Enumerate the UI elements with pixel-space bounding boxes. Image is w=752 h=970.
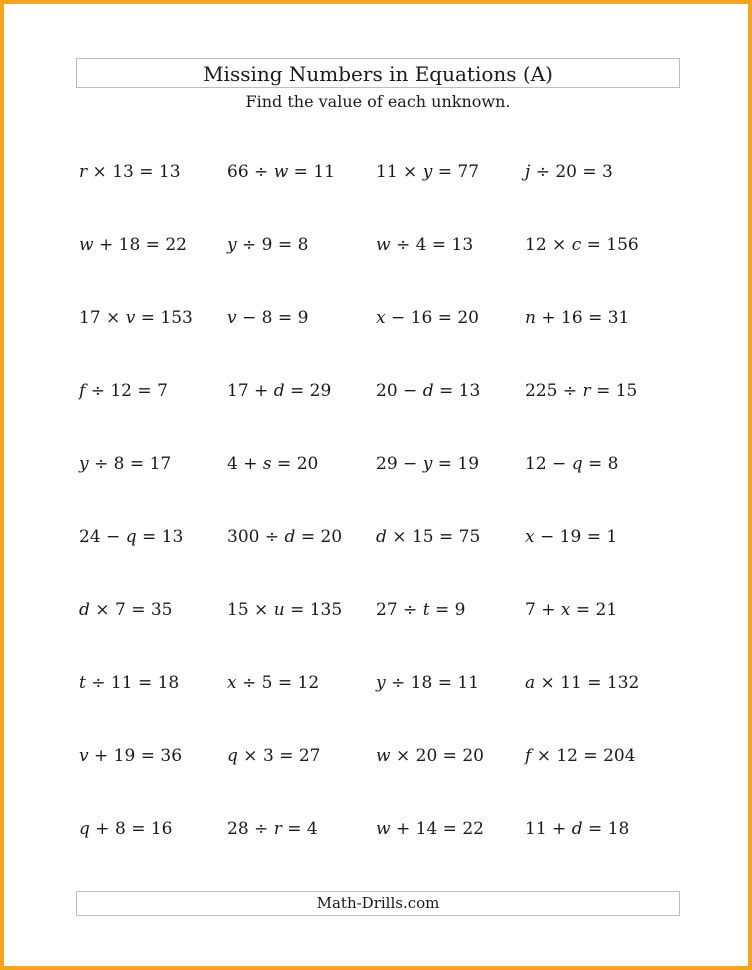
equation-right-operand: 11 bbox=[110, 673, 133, 693]
equation-operator: ÷ bbox=[242, 235, 257, 255]
equals-sign: = bbox=[583, 746, 598, 766]
equation-left-operand: r bbox=[79, 162, 88, 182]
equation-operator: ÷ bbox=[535, 162, 550, 182]
equals-sign: = bbox=[586, 527, 601, 547]
equation bbox=[227, 811, 318, 847]
equals-sign: = bbox=[131, 600, 146, 620]
equals-sign: = bbox=[287, 819, 302, 839]
equation-row bbox=[79, 592, 679, 665]
equation bbox=[79, 665, 179, 701]
equals-sign: = bbox=[139, 162, 154, 182]
equation-result: 9 bbox=[454, 600, 466, 620]
equation-result: 13 bbox=[161, 527, 184, 547]
equation-right-operand: 8 bbox=[113, 454, 125, 474]
equation-left-operand: f bbox=[79, 381, 86, 401]
equation bbox=[79, 373, 168, 409]
equals-sign: = bbox=[277, 454, 292, 474]
equation-left-operand: w bbox=[376, 819, 391, 839]
equation bbox=[79, 154, 181, 190]
equation-left-operand: v bbox=[79, 746, 89, 766]
worksheet-footer: Math-Drills.com bbox=[76, 891, 680, 916]
equation-left-operand: 12 bbox=[525, 454, 547, 474]
equation-left-operand: w bbox=[79, 235, 94, 255]
equation-right-operand: 20 bbox=[555, 162, 577, 182]
equation-operator: + bbox=[98, 235, 114, 255]
equation bbox=[376, 519, 480, 555]
equation-operator: ÷ bbox=[94, 454, 109, 474]
equation bbox=[376, 446, 479, 482]
equals-sign: = bbox=[587, 673, 602, 693]
equation-result: 17 bbox=[149, 454, 172, 474]
equation-operator: + bbox=[395, 819, 411, 839]
equation-result: 11 bbox=[457, 673, 480, 693]
equals-sign: = bbox=[140, 746, 155, 766]
equation-left-operand: f bbox=[525, 746, 532, 766]
equation-right-operand: y bbox=[422, 454, 433, 474]
equation-left-operand: 7 bbox=[525, 600, 536, 620]
equation-result: 31 bbox=[607, 308, 630, 328]
equation-result: 18 bbox=[157, 673, 180, 693]
equation-result: 29 bbox=[309, 381, 332, 401]
equation bbox=[227, 373, 331, 409]
equation-result: 20 bbox=[296, 454, 319, 474]
equation-left-operand: 225 bbox=[525, 381, 558, 401]
equation-row bbox=[79, 519, 679, 592]
equation-result: 22 bbox=[165, 235, 187, 255]
equation-right-operand: 14 bbox=[415, 819, 438, 839]
equation-right-operand: w bbox=[273, 162, 289, 182]
equation bbox=[227, 446, 318, 482]
equation-operator: ÷ bbox=[395, 235, 411, 255]
equation-left-operand: j bbox=[525, 162, 531, 182]
equation-right-operand: 16 bbox=[561, 308, 583, 328]
equation-right-operand: 4 bbox=[415, 235, 427, 255]
equation-right-operand: 12 bbox=[556, 746, 578, 766]
equation-right-operand: 16 bbox=[410, 308, 433, 328]
equals-sign: = bbox=[582, 162, 597, 182]
equation-right-operand: d bbox=[571, 819, 583, 839]
equation-operator: + bbox=[541, 600, 556, 620]
equation-row bbox=[79, 373, 679, 446]
equation bbox=[227, 592, 342, 628]
equation-right-operand: q bbox=[571, 454, 583, 474]
equation-right-operand: q bbox=[125, 527, 137, 547]
equation bbox=[79, 519, 183, 555]
equation-right-operand: t bbox=[422, 600, 430, 620]
equals-sign: = bbox=[277, 235, 293, 255]
equation bbox=[525, 154, 613, 190]
equation-left-operand: 66 bbox=[227, 162, 249, 182]
equation-left-operand: 11 bbox=[376, 162, 398, 182]
equation-result: 7 bbox=[157, 381, 168, 401]
equation-right-operand: 5 bbox=[261, 673, 273, 693]
equation bbox=[227, 300, 308, 336]
equation-right-operand: 19 bbox=[559, 527, 582, 547]
equals-sign: = bbox=[277, 308, 293, 328]
equation-left-operand: 28 bbox=[227, 819, 249, 839]
equation-left-operand: w bbox=[376, 235, 391, 255]
equation-left-operand: y bbox=[79, 454, 89, 474]
equation bbox=[227, 665, 319, 701]
equation-row bbox=[79, 738, 679, 811]
equation-right-operand: v bbox=[125, 308, 136, 328]
equals-sign: = bbox=[300, 527, 316, 547]
equation bbox=[525, 738, 636, 774]
equation-result: 27 bbox=[298, 746, 321, 766]
equals-sign: = bbox=[279, 746, 294, 766]
equation-result: 19 bbox=[457, 454, 480, 474]
equation-result: 11 bbox=[313, 162, 335, 182]
equation-operator: ÷ bbox=[562, 381, 578, 401]
equation-result: 18 bbox=[607, 819, 630, 839]
equation-result: 135 bbox=[309, 600, 343, 620]
equation bbox=[376, 300, 479, 336]
equals-sign: = bbox=[142, 527, 157, 547]
equation-left-operand: y bbox=[376, 673, 386, 693]
equals-sign: = bbox=[442, 746, 457, 766]
equation-right-operand: 18 bbox=[410, 673, 433, 693]
equals-sign: = bbox=[575, 600, 591, 620]
equation-right-operand: 11 bbox=[560, 673, 582, 693]
equation bbox=[525, 300, 629, 336]
equation-result: 13 bbox=[451, 235, 474, 255]
equation-result: 21 bbox=[595, 600, 618, 620]
equation bbox=[79, 227, 187, 263]
equation-operator: + bbox=[254, 381, 269, 401]
equation-result: 156 bbox=[606, 235, 639, 255]
equals-sign: = bbox=[434, 600, 450, 620]
equation-operator: × bbox=[95, 600, 110, 620]
equation-left-operand: 15 bbox=[227, 600, 249, 620]
equation-operator: ÷ bbox=[264, 527, 280, 547]
equation-result: 20 bbox=[320, 527, 343, 547]
equation-operator: + bbox=[552, 819, 567, 839]
worksheet-instructions: Find the value of each unknown. bbox=[245, 92, 511, 111]
equation-left-operand: t bbox=[79, 673, 86, 693]
equation-operator: − bbox=[403, 381, 418, 401]
equation bbox=[376, 738, 484, 774]
equation-result: 77 bbox=[457, 162, 480, 182]
equation-left-operand: q bbox=[227, 746, 238, 766]
equation bbox=[79, 592, 172, 628]
equation-operator: × bbox=[536, 746, 551, 766]
equation-right-operand: u bbox=[273, 600, 285, 620]
equation-operator: ÷ bbox=[391, 673, 406, 693]
equation-result: 153 bbox=[160, 308, 193, 328]
equation-operator: + bbox=[95, 819, 110, 839]
equals-sign: = bbox=[140, 308, 155, 328]
equation-operator: ÷ bbox=[91, 673, 106, 693]
equation-left-operand: 27 bbox=[376, 600, 398, 620]
equation-row bbox=[79, 154, 679, 227]
equation-operator: × bbox=[243, 746, 258, 766]
equation-result: 9 bbox=[297, 308, 309, 328]
equation-left-operand: 17 bbox=[227, 381, 249, 401]
equation-right-operand: d bbox=[422, 381, 434, 401]
equation-right-operand: d bbox=[273, 381, 285, 401]
equation-operator: × bbox=[395, 746, 411, 766]
equals-sign: = bbox=[437, 454, 452, 474]
worksheet-title: Missing Numbers in Equations (A) bbox=[76, 58, 680, 88]
equals-sign: = bbox=[131, 819, 146, 839]
equals-sign: = bbox=[437, 673, 452, 693]
equation-right-operand: 18 bbox=[118, 235, 141, 255]
equation-left-operand: 24 bbox=[79, 527, 101, 547]
equation-operator: + bbox=[94, 746, 109, 766]
equation-grid bbox=[79, 154, 679, 884]
equation-result: 16 bbox=[150, 819, 173, 839]
equation-operator: − bbox=[106, 527, 121, 547]
equation-operator: × bbox=[552, 235, 567, 255]
equals-sign: = bbox=[290, 600, 305, 620]
equation-left-operand: 17 bbox=[79, 308, 101, 328]
equation-left-operand: y bbox=[227, 235, 237, 255]
equals-sign: = bbox=[129, 454, 145, 474]
equation-result: 13 bbox=[458, 381, 481, 401]
equation-left-operand: x bbox=[525, 527, 535, 547]
equation-operator: ÷ bbox=[254, 819, 269, 839]
equation-result: 204 bbox=[603, 746, 636, 766]
equation-right-operand: 15 bbox=[411, 527, 434, 547]
equation-operator: × bbox=[92, 162, 107, 182]
equation-right-operand: 3 bbox=[262, 746, 274, 766]
equation-right-operand: 8 bbox=[261, 308, 273, 328]
equation bbox=[227, 154, 335, 190]
equation bbox=[79, 300, 193, 336]
equation-left-operand: v bbox=[227, 308, 237, 328]
equation bbox=[376, 592, 465, 628]
equation-operator: − bbox=[552, 454, 567, 474]
equals-sign: = bbox=[277, 673, 293, 693]
equation-right-operand: 20 bbox=[415, 746, 438, 766]
equals-sign: = bbox=[586, 235, 601, 255]
equation-result: 13 bbox=[158, 162, 181, 182]
equation-row bbox=[79, 665, 679, 738]
equation bbox=[525, 592, 617, 628]
equation-result: 75 bbox=[458, 527, 481, 547]
equation-result: 4 bbox=[306, 819, 318, 839]
equation-right-operand: 9 bbox=[261, 235, 273, 255]
equation-operator: × bbox=[392, 527, 407, 547]
equation bbox=[376, 811, 484, 847]
equation-row bbox=[79, 811, 679, 884]
equals-sign: = bbox=[437, 162, 452, 182]
equation bbox=[525, 519, 617, 555]
equation-row bbox=[79, 227, 679, 300]
equation-result: 20 bbox=[457, 308, 479, 328]
equation-right-operand: d bbox=[284, 527, 296, 547]
equation bbox=[79, 738, 182, 774]
equation-left-operand: n bbox=[525, 308, 536, 328]
equation-right-operand: 7 bbox=[114, 600, 126, 620]
equation bbox=[525, 665, 639, 701]
equals-sign: = bbox=[588, 819, 603, 839]
equation-right-operand: 8 bbox=[114, 819, 126, 839]
equation-result: 3 bbox=[602, 162, 613, 182]
equation-right-operand: 13 bbox=[112, 162, 134, 182]
equation-left-operand: d bbox=[79, 600, 90, 620]
equals-sign: = bbox=[588, 308, 603, 328]
equation bbox=[525, 227, 639, 263]
equation bbox=[79, 446, 171, 482]
equals-sign: = bbox=[442, 819, 457, 839]
equation-left-operand: 300 bbox=[227, 527, 260, 547]
equation bbox=[227, 227, 308, 263]
equation-right-operand: y bbox=[422, 162, 433, 182]
equation bbox=[376, 154, 479, 190]
equation bbox=[525, 811, 629, 847]
equation-left-operand: 12 bbox=[525, 235, 547, 255]
equals-sign: = bbox=[293, 162, 308, 182]
equation-left-operand: x bbox=[376, 308, 386, 328]
equals-sign: = bbox=[588, 454, 603, 474]
equals-sign: = bbox=[439, 527, 454, 547]
equation bbox=[376, 665, 479, 701]
equation-right-operand: c bbox=[571, 235, 582, 255]
equation-result: 12 bbox=[297, 673, 320, 693]
equals-sign: = bbox=[431, 235, 447, 255]
equation bbox=[525, 373, 637, 409]
equation-result: 20 bbox=[462, 746, 484, 766]
equation-operator: ÷ bbox=[242, 673, 257, 693]
equation-operator: × bbox=[254, 600, 269, 620]
equation-row bbox=[79, 300, 679, 373]
equation-left-operand: x bbox=[227, 673, 237, 693]
equation-right-operand: s bbox=[262, 454, 272, 474]
equation bbox=[376, 227, 473, 263]
equation-left-operand: 20 bbox=[376, 381, 398, 401]
equation-result: 8 bbox=[607, 454, 619, 474]
equation-result: 1 bbox=[606, 527, 618, 547]
equation bbox=[227, 738, 320, 774]
equation-result: 15 bbox=[615, 381, 638, 401]
equation-operator: × bbox=[403, 162, 418, 182]
equation bbox=[227, 519, 342, 555]
equation-operator: − bbox=[391, 308, 406, 328]
equation-left-operand: 11 bbox=[525, 819, 547, 839]
equation-left-operand: a bbox=[525, 673, 536, 693]
equation-result: 35 bbox=[150, 600, 173, 620]
equation-operator: − bbox=[242, 308, 257, 328]
equation-right-operand: x bbox=[560, 600, 571, 620]
equation bbox=[79, 811, 172, 847]
equation-left-operand: d bbox=[376, 527, 387, 547]
equation-row bbox=[79, 446, 679, 519]
equation-operator: + bbox=[243, 454, 258, 474]
equation-right-operand: 19 bbox=[113, 746, 136, 766]
equation bbox=[525, 446, 618, 482]
equation-operator: ÷ bbox=[90, 381, 105, 401]
equals-sign: = bbox=[596, 381, 611, 401]
equals-sign: = bbox=[145, 235, 160, 255]
equation-left-operand: 29 bbox=[376, 454, 398, 474]
equation-result: 22 bbox=[462, 819, 484, 839]
equation bbox=[376, 373, 480, 409]
equation-right-operand: 12 bbox=[110, 381, 132, 401]
equals-sign: = bbox=[290, 381, 305, 401]
equation-left-operand: w bbox=[376, 746, 391, 766]
equation-result: 36 bbox=[160, 746, 183, 766]
equation-operator: − bbox=[540, 527, 555, 547]
equation-operator: ÷ bbox=[254, 162, 269, 182]
equation-result: 8 bbox=[297, 235, 309, 255]
equation-operator: ÷ bbox=[403, 600, 418, 620]
equation-operator: × bbox=[106, 308, 121, 328]
equals-sign: = bbox=[137, 381, 152, 401]
equals-sign: = bbox=[437, 308, 452, 328]
equation-operator: − bbox=[403, 454, 418, 474]
equation-right-operand: r bbox=[273, 819, 282, 839]
equation-operator: × bbox=[540, 673, 555, 693]
equation-right-operand: r bbox=[582, 381, 591, 401]
equation-operator: + bbox=[541, 308, 556, 328]
equals-sign: = bbox=[137, 673, 153, 693]
equation-result: 132 bbox=[606, 673, 640, 693]
equation-left-operand: q bbox=[79, 819, 90, 839]
equals-sign: = bbox=[439, 381, 454, 401]
equation-left-operand: 4 bbox=[227, 454, 238, 474]
